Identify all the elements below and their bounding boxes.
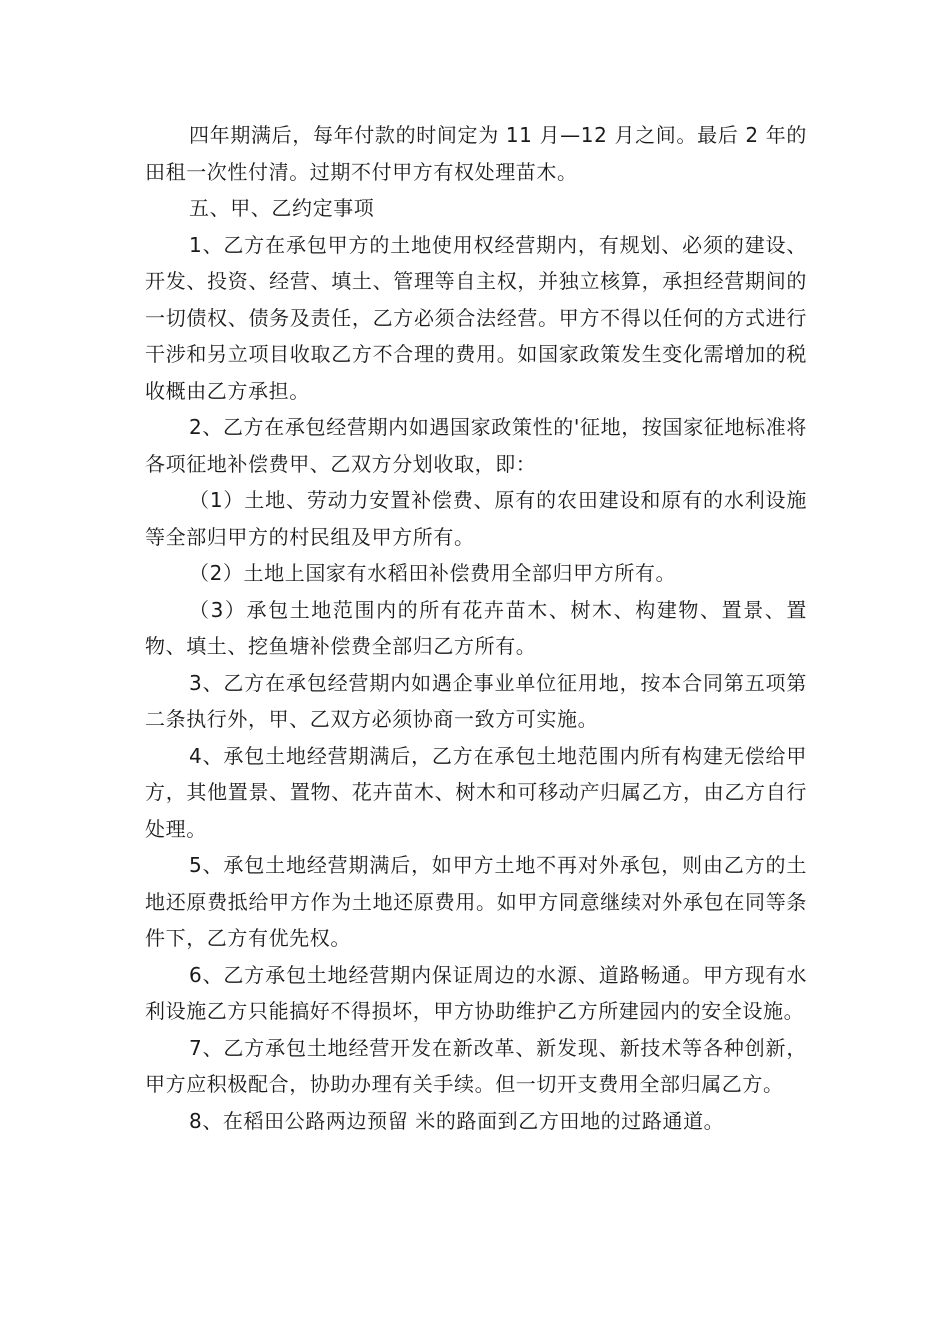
section-heading-agreements: 五、甲、乙约定事项 <box>189 196 375 220</box>
clause-6: 6、乙方承包土地经营期内保证周边的水源、道路畅通。甲方现有水利设施乙方只能搞好不得损坏，甲方协助维护乙方所建园内的安全设施。 <box>145 962 807 1023</box>
clause-4: 4、承包土地经营期满后，乙方在承包土地范围内所有构建无偿给甲方，其他置景、置物、花卉苗木、树木和可移动产归属乙方，由乙方自行处理。 <box>145 743 807 841</box>
clause-3: 3、乙方在承包经营期内如遇企事业单位征用地，按本合同第五项第二条执行外，甲、乙双方必须协商一致方可实施。 <box>145 670 807 731</box>
clause-1: 1、乙方在承包甲方的土地使用权经营期内，有规划、必须的建设、开发、投资、经营、填土、管理等自主权，并独立核算，承担经营期间的一切债权、债务及责任，乙方必须合法经营。甲方不得以任何的方式进行干涉和另立项目收取乙方不合理的费用。如国家政策发生变化需增加的税收概由乙方承担。 <box>145 232 807 403</box>
clause-5: 5、承包土地经营期满后，如甲方土地不再对外承包，则由乙方的土地还原费抵给甲方作为土地还原费用。如甲方同意继续对外承包在同等条件下，乙方有优先权。 <box>145 853 807 950</box>
clause-2-item-1: （1）土地、劳动力安置补偿费、原有的农田建设和原有的水利设施等全部归甲方的村民组及甲方所有。 <box>145 488 807 549</box>
document-body <box>145 117 807 1139</box>
paragraph-payment-terms: 四年期满后，每年付款的时间定为 11 月—12 月之间。最后 2 年的田租一次性付清。过期不付甲方有权处理苗木。 <box>145 123 807 184</box>
clause-2-item-3: （3）承包土地范围内的所有花卉苗木、树木、构建物、置景、置物、填土、挖鱼塘补偿费全部归乙方所有。 <box>145 597 807 658</box>
clause-2-item-2: （2）土地上国家有水稻田补偿费用全部归甲方所有。 <box>189 561 677 585</box>
clause-2: 2、乙方在承包经营期内如遇国家政策性的'征地，按国家征地标准将各项征地补偿费甲、乙双方分划收取，即： <box>145 415 807 476</box>
clause-8: 8、在稻田公路两边预留 米的路面到乙方田地的过路通道。 <box>189 1108 725 1133</box>
clause-7: 7、乙方承包土地经营开发在新改革、新发现、新技术等各种创新，甲方应积极配合，协助办理有关手续。但一切开支费用全部归属乙方。 <box>145 1035 807 1096</box>
